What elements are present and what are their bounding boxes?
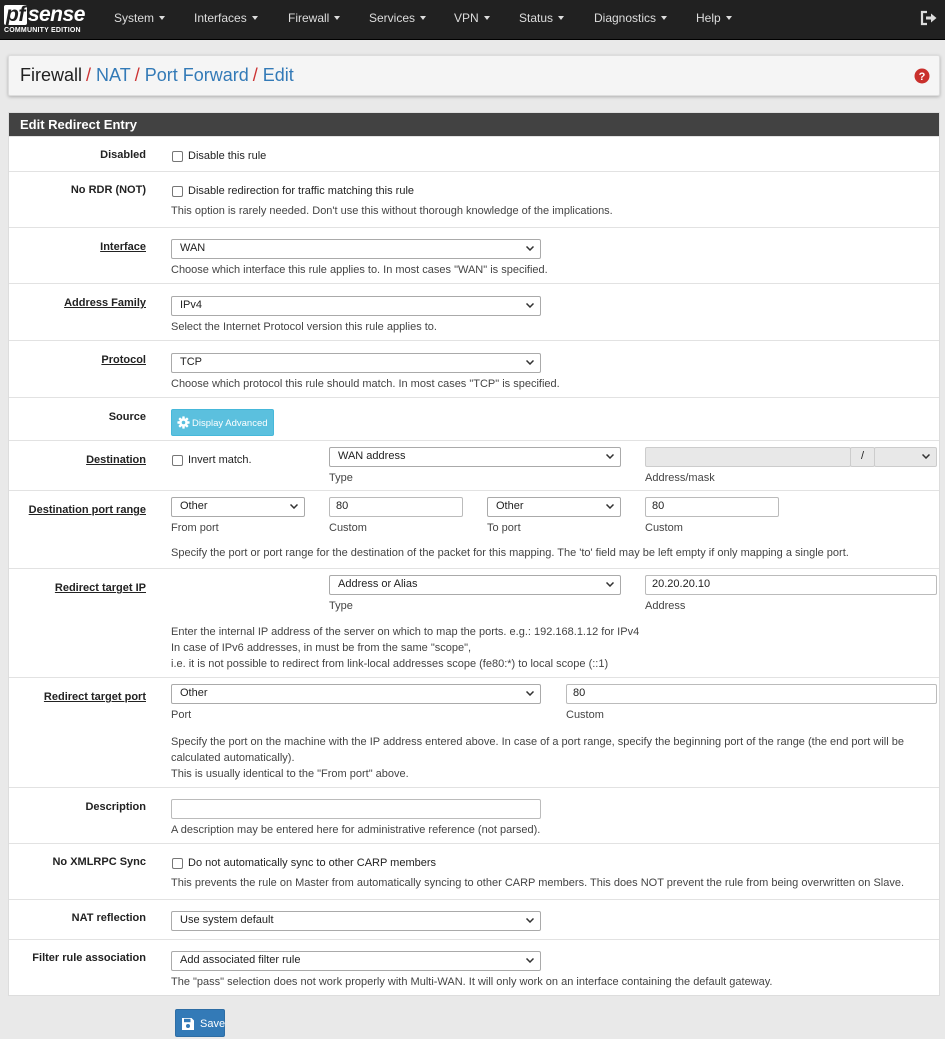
chevron-down-icon <box>661 16 667 20</box>
row-source <box>9 397 939 440</box>
chevron-down-icon <box>526 958 534 963</box>
to-port-select[interactable]: Other <box>487 497 621 517</box>
destination-address-input[interactable] <box>645 447 851 467</box>
chevron-down-icon <box>606 454 614 459</box>
disable-rule-checkbox[interactable] <box>172 151 183 162</box>
nordr-checkbox[interactable] <box>172 186 183 197</box>
description-input[interactable] <box>171 799 541 819</box>
chevron-down-icon <box>484 16 490 20</box>
filter-rule-help: The "pass" selection does not work properly with Multi-WAN. It will only work on an interface containing the default gateway. <box>171 976 773 988</box>
nordr-help: This option is rarely needed. Don't use this without thorough knowledge of the implications. <box>171 205 613 217</box>
svg-text:?: ? <box>918 71 926 83</box>
destination-mask-select[interactable] <box>874 447 937 467</box>
chevron-down-icon <box>290 504 298 509</box>
chevron-down-icon <box>922 454 930 459</box>
address-family-select[interactable]: IPv4 <box>171 296 541 316</box>
invert-match-checkbox[interactable] <box>172 455 183 466</box>
chevron-down-icon <box>526 246 534 251</box>
row-description <box>9 787 939 843</box>
row-disabled <box>9 136 939 171</box>
label-destination: Destination <box>86 454 146 466</box>
label-disabled: Disabled <box>100 149 146 161</box>
destination-port-help: Specify the port or port range for the destination of the packet for this mapping. The 'to' field may be left empty if only mapping a single port. <box>171 547 849 559</box>
help-icon[interactable] <box>914 68 930 84</box>
redirect-ip-help-3: i.e. it is not possible to redirect from link-local addresses scope (fe80:*) to local scope (::1) <box>171 658 609 670</box>
row-protocol <box>9 340 939 397</box>
protocol-select[interactable]: TCP <box>171 353 541 373</box>
xmlrpc-help: This prevents the rule on Master from automatically syncing to other CARP members. This does NOT prevent the rule from being overwritten on Slave. <box>171 877 905 889</box>
breadcrumb-separator: / <box>252 65 258 85</box>
row-destination-port-range <box>9 490 939 568</box>
nav-status[interactable]: Status <box>519 11 564 25</box>
breadcrumb-edit[interactable]: Edit <box>262 65 294 85</box>
redirect-ip-address-input[interactable]: 20.20.20.10 <box>645 575 937 595</box>
label-redirect-target-port: Redirect target port <box>43 691 146 703</box>
label-nat-reflection: NAT reflection <box>71 912 146 924</box>
chevron-down-icon <box>726 16 732 20</box>
destination-type-select[interactable]: WAN address <box>329 447 621 467</box>
label-interface: Interface <box>100 241 146 253</box>
invert-match-label: Invert match. <box>188 454 252 466</box>
panel-title: Edit Redirect Entry <box>9 113 939 136</box>
label-address-family: Address Family <box>64 297 146 309</box>
from-port-select[interactable]: Other <box>171 497 305 517</box>
chevron-down-icon <box>526 303 534 308</box>
row-redirect-target-port <box>9 677 939 787</box>
chevron-down-icon <box>252 16 258 20</box>
breadcrumb-firewall: Firewall <box>20 65 83 85</box>
nav-system[interactable]: System <box>114 11 165 25</box>
interface-help: Choose which interface this rule applies to. In most cases "WAN" is specified. <box>171 264 548 276</box>
redirect-port-custom-caption: Custom <box>566 709 604 721</box>
chevron-down-icon <box>420 16 426 20</box>
redirect-ip-help-2: In case of IPv6 addresses, in must be from the same "scope", <box>171 642 472 654</box>
from-port-custom-caption: Custom <box>329 522 367 534</box>
destination-mask-slash: / <box>850 447 875 467</box>
nav-vpn[interactable]: VPN <box>454 11 490 25</box>
label-xmlrpc: No XMLRPC Sync <box>52 856 146 868</box>
logo-edition: COMMUNITY EDITION <box>4 27 81 34</box>
breadcrumb-port-forward[interactable]: Port Forward <box>144 65 249 85</box>
row-destination <box>9 440 939 490</box>
display-advanced-button[interactable]: Display Advanced <box>171 409 274 436</box>
from-port-custom-input[interactable]: 80 <box>329 497 463 517</box>
label-description: Description <box>85 801 146 813</box>
chevron-down-icon <box>558 16 564 20</box>
gear-icon <box>177 416 190 429</box>
destination-address-caption: Address/mask <box>645 472 715 484</box>
row-address-family <box>9 283 939 340</box>
label-destination-port-range: Destination port range <box>28 504 146 516</box>
chevron-down-icon <box>526 360 534 365</box>
logo-wordmark: pf sense <box>6 3 85 26</box>
protocol-help: Choose which protocol this rule should match. In most cases "TCP" is specified. <box>171 378 560 390</box>
logout-icon[interactable] <box>920 10 938 26</box>
nav-services[interactable]: Services <box>369 11 426 25</box>
nav-help[interactable]: Help <box>696 11 732 25</box>
label-protocol: Protocol <box>101 354 146 366</box>
chevron-down-icon <box>526 918 534 923</box>
redirect-ip-type-caption: Type <box>329 600 353 612</box>
nav-firewall[interactable]: Firewall <box>288 11 340 25</box>
row-nat-reflection <box>9 899 939 939</box>
address-family-help: Select the Internet Protocol version this rule applies to. <box>171 321 437 333</box>
redirect-ip-help-1: Enter the internal IP address of the server on which to map the ports. e.g.: 192.168.1.12 for IPv4 <box>171 626 640 638</box>
redirect-ip-address-caption: Address <box>645 600 686 612</box>
breadcrumb-separator: / <box>134 65 140 85</box>
redirect-port-caption: Port <box>171 709 192 721</box>
xmlrpc-checkbox-label: Do not automatically sync to other CARP members <box>188 857 437 869</box>
save-button[interactable]: Save <box>175 1009 225 1037</box>
to-port-custom-caption: Custom <box>645 522 683 534</box>
chevron-down-icon <box>526 691 534 696</box>
save-icon <box>181 1017 195 1031</box>
nordr-checkbox-label: Disable redirection for traffic matching this rule <box>188 185 415 197</box>
redirect-port-custom-input[interactable]: 80 <box>566 684 937 704</box>
edit-redirect-panel <box>8 112 940 996</box>
breadcrumb-nat[interactable]: NAT <box>96 65 131 85</box>
redirect-port-help-3: This is usually identical to the "From port" above. <box>171 768 409 780</box>
disable-rule-label: Disable this rule <box>188 150 267 162</box>
to-port-custom-input[interactable]: 80 <box>645 497 779 517</box>
description-help: A description may be entered here for administrative reference (not parsed). <box>171 824 541 836</box>
chevron-down-icon <box>159 16 165 20</box>
destination-type-caption: Type <box>329 472 353 484</box>
redirect-port-help-2: calculated automatically). <box>171 752 295 764</box>
pfsense-logo[interactable] <box>4 3 92 37</box>
label-redirect-target-ip: Redirect target IP <box>54 582 146 594</box>
row-nordr <box>9 171 939 227</box>
label-source: Source <box>108 411 146 423</box>
top-navbar <box>0 0 945 40</box>
nav-interfaces[interactable]: Interfaces <box>194 11 258 25</box>
row-xmlrpc <box>9 843 939 899</box>
row-interface <box>9 227 939 283</box>
chevron-down-icon <box>606 504 614 509</box>
row-filter-rule <box>9 939 939 995</box>
breadcrumb-separator: / <box>86 65 92 85</box>
label-nordr: No RDR (NOT) <box>70 184 146 196</box>
filter-rule-select[interactable]: Add associated filter rule <box>171 951 541 971</box>
xmlrpc-checkbox[interactable] <box>172 858 183 869</box>
chevron-down-icon <box>606 582 614 587</box>
chevron-down-icon <box>334 16 340 20</box>
row-redirect-target-ip <box>9 568 939 677</box>
interface-select[interactable]: WAN <box>171 239 541 259</box>
redirect-ip-type-select[interactable]: Address or Alias <box>329 575 621 595</box>
redirect-port-select[interactable]: Other <box>171 684 541 704</box>
nav-diagnostics[interactable]: Diagnostics <box>594 11 667 25</box>
label-filter-rule: Filter rule association <box>32 952 146 964</box>
redirect-port-help-1: Specify the port on the machine with the IP address entered above. In case of a port range, specify the beginning port of the range (the end port will be <box>171 736 904 748</box>
from-port-caption: From port <box>171 522 219 534</box>
breadcrumb <box>8 55 940 96</box>
to-port-caption: To port <box>487 522 521 534</box>
nat-reflection-select[interactable]: Use system default <box>171 911 541 931</box>
